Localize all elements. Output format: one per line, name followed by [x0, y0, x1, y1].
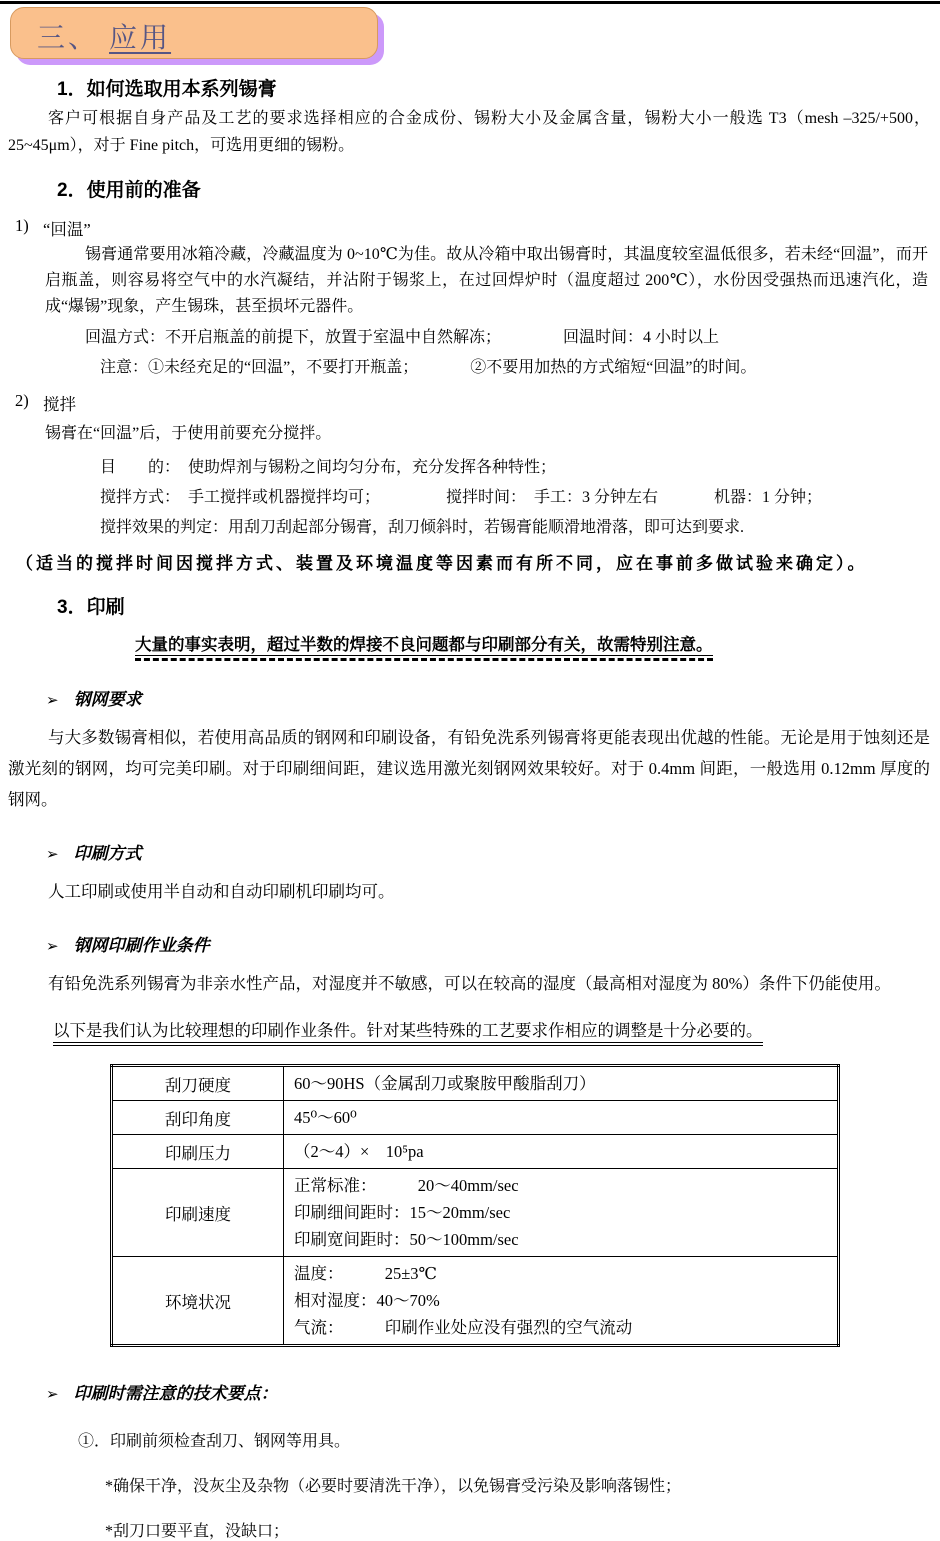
- table-row: [112, 1101, 839, 1135]
- list-item-stir-head: [0, 391, 940, 415]
- heading-preparation: 2．使用前的准备: [57, 180, 201, 201]
- bullet-stencil-requirements: [46, 685, 940, 710]
- cell-value: 温度： 25±3℃: [294, 1264, 438, 1283]
- arrow-bullet-icon: ➢: [46, 692, 59, 709]
- line-stir-judge: 搅拌效果的判定：用刮刀刮起部分锡膏，刮刀倾斜时，若锡膏能顺滑地滑落，即可达到要求.: [100, 519, 745, 536]
- table-row: [112, 1135, 839, 1169]
- heading-select-paste: 1．如何选取用本系列锡膏: [57, 79, 277, 100]
- cell-value: 气流： 印刷作业处应没有强烈的空气流动: [294, 1318, 633, 1337]
- cell-value: 印刷宽间距时：50～100mm/sec: [294, 1230, 519, 1249]
- paragraph-printing-method: 人工印刷或使用半自动和自动印刷机印刷均可。: [48, 882, 395, 901]
- row-label-squeegee-angle: 刮印角度: [112, 1101, 284, 1135]
- table-row: [112, 1169, 839, 1257]
- stir-time-text: 搅拌时间： 手工：3 分钟左右: [446, 489, 659, 506]
- section-banner: [10, 7, 378, 59]
- paragraph-stir: 锡膏在“回温”后，于使用前要充分搅拌。: [45, 425, 332, 442]
- row-label-printing-speed: 印刷速度: [112, 1169, 284, 1257]
- list-item-rewarm-head: [0, 216, 940, 240]
- list-marker: 1): [15, 216, 29, 235]
- rewarm-note1-text: 注意：①未经充足的“回温”，不要打开瓶盖；: [100, 359, 419, 376]
- section-banner-text: [11, 8, 377, 56]
- printing-notice-text: 大量的事实表明，超过半数的焊接不良问题都与印刷部分有关，故需特别注意。: [135, 635, 713, 654]
- list-item-rewarm-title: “回温”: [43, 220, 91, 239]
- tech-point-1-sub-2: *刮刀口要平直，没缺口；: [105, 1523, 290, 1540]
- ideal-conditions-wrap: [53, 1017, 940, 1046]
- printing-notice-wrap: [135, 631, 940, 661]
- cell-value: 印刷细间距时：15～20mm/sec: [294, 1203, 511, 1222]
- table-row: [112, 1257, 839, 1346]
- line-stir-method: [100, 484, 940, 507]
- cell-value: 相对湿度：40～70%: [294, 1291, 440, 1310]
- page-top-rule: [0, 1, 940, 4]
- line-stir-purpose: 目 的： 使助焊剂与锡粉之间均匀分布，充分发挥各种特性；: [100, 459, 557, 476]
- bullet-tech-points: [46, 1379, 940, 1404]
- ideal-conditions-text: 以下是我们认为比较理想的印刷作业条件。针对某些特殊的工艺要求作相应的调整是十分必要的。: [53, 1017, 763, 1046]
- bullet-printing-method: [46, 839, 940, 864]
- document-content: [0, 64, 940, 1541]
- printing-conditions-table: [110, 1064, 840, 1347]
- list-item-stir-title: 搅拌: [43, 395, 76, 414]
- line-rewarm-method: [85, 324, 940, 347]
- stir-bold-note: （适当的搅拌时间因搅拌方式、装置及环境温度等因素而有所不同，应在事前多做试验来确定）。: [16, 554, 868, 573]
- stir-machine-text: 机器：1 分钟；: [714, 489, 823, 506]
- arrow-bullet-icon: ➢: [46, 1386, 59, 1403]
- cell-value: 45⁰～60⁰: [294, 1108, 357, 1127]
- bullet-tech-points-title: 印刷时需注意的技术要点：: [73, 1384, 278, 1403]
- paragraph-stencil-requirements: 与大多数锡膏相似，若使用高品质的钢网和印刷设备，有铅免洗系列锡膏将更能表现出优越的性能。无论是用于蚀刻还是激光刻的钢网，均可完美印刷。对于印刷细间距，建议选用激光刻钢网效果较好。对于 0.4mm 间距，一般选用 0.12mm 厚度的钢网。: [8, 728, 930, 809]
- section-number: 三、: [37, 23, 100, 54]
- list-marker: 2): [15, 391, 29, 410]
- bullet-working-conditions: [46, 931, 940, 956]
- stir-method-text: 搅拌方式： 手工搅拌或机器搅拌均可；: [100, 489, 381, 506]
- tech-point-1: ①．印刷前须检查刮刀、钢网等用具。: [78, 1433, 351, 1450]
- cell-value: 60～90HS（金属刮刀或聚胺甲酸脂刮刀）: [294, 1074, 596, 1093]
- rewarm-time-text: 回温时间：4 小时以上: [563, 329, 720, 346]
- rewarm-method-text: 回温方式：不开启瓶盖的前提下，放置于室温中自然解冻；: [85, 329, 502, 346]
- bullet-working-conditions-title: 钢网印刷作业条件: [73, 936, 210, 955]
- bullet-printing-method-title: 印刷方式: [73, 844, 142, 863]
- arrow-bullet-icon: ➢: [46, 846, 59, 863]
- cell-value: 正常标准： 20～40mm/sec: [294, 1176, 519, 1195]
- tech-point-1-sub-1: *确保干净，没灰尘及杂物（必要时要清洗干净），以免锡膏受污染及影响落锡性；: [105, 1478, 682, 1495]
- arrow-bullet-icon: ➢: [46, 938, 59, 955]
- row-label-environment: 环境状况: [112, 1257, 284, 1346]
- bullet-stencil-requirements-title: 钢网要求: [73, 690, 142, 709]
- paragraph-working-conditions: 有铅免洗系列锡膏为非亲水性产品，对湿度并不敏感，可以在较高的湿度（最高相对湿度为 80%）条件下仍能使用。: [48, 974, 891, 993]
- table-row: [112, 1066, 839, 1101]
- printing-notice-underline: [135, 631, 713, 661]
- rewarm-note2-text: ②不要用加热的方式缩短“回温”的时间。: [470, 359, 757, 376]
- row-label-squeegee-hardness: 刮刀硬度: [112, 1066, 284, 1101]
- line-rewarm-note: [100, 354, 940, 377]
- row-label-printing-pressure: 印刷压力: [112, 1135, 284, 1169]
- cell-value: （2～4）× 10⁵pa: [294, 1142, 424, 1161]
- paragraph-rewarm: 锡膏通常要用冰箱冷藏，冷藏温度为 0~10℃为佳。故从冷箱中取出锡膏时，其温度较室温低很多，若未经“回温”，而开启瓶盖，则容易将空气中的水汽凝结，并沾附于锡浆上，在过回焊炉时（温度超过 200℃），水份因受强热而迅速汽化，造成“爆锡”现象，产生锡珠，甚至损坏元器件。: [45, 246, 928, 315]
- heading-printing: 3．印刷: [57, 597, 125, 618]
- paragraph-select-paste: 客户可根据自身产品及工艺的要求选择相应的合金成份、锡粉大小及金属含量，锡粉大小一般选 T3（mesh –325/+500，25~45μm），对于 Fine pitch，可选用更细的锡粉。: [8, 110, 930, 154]
- section-title: 应用: [109, 23, 172, 54]
